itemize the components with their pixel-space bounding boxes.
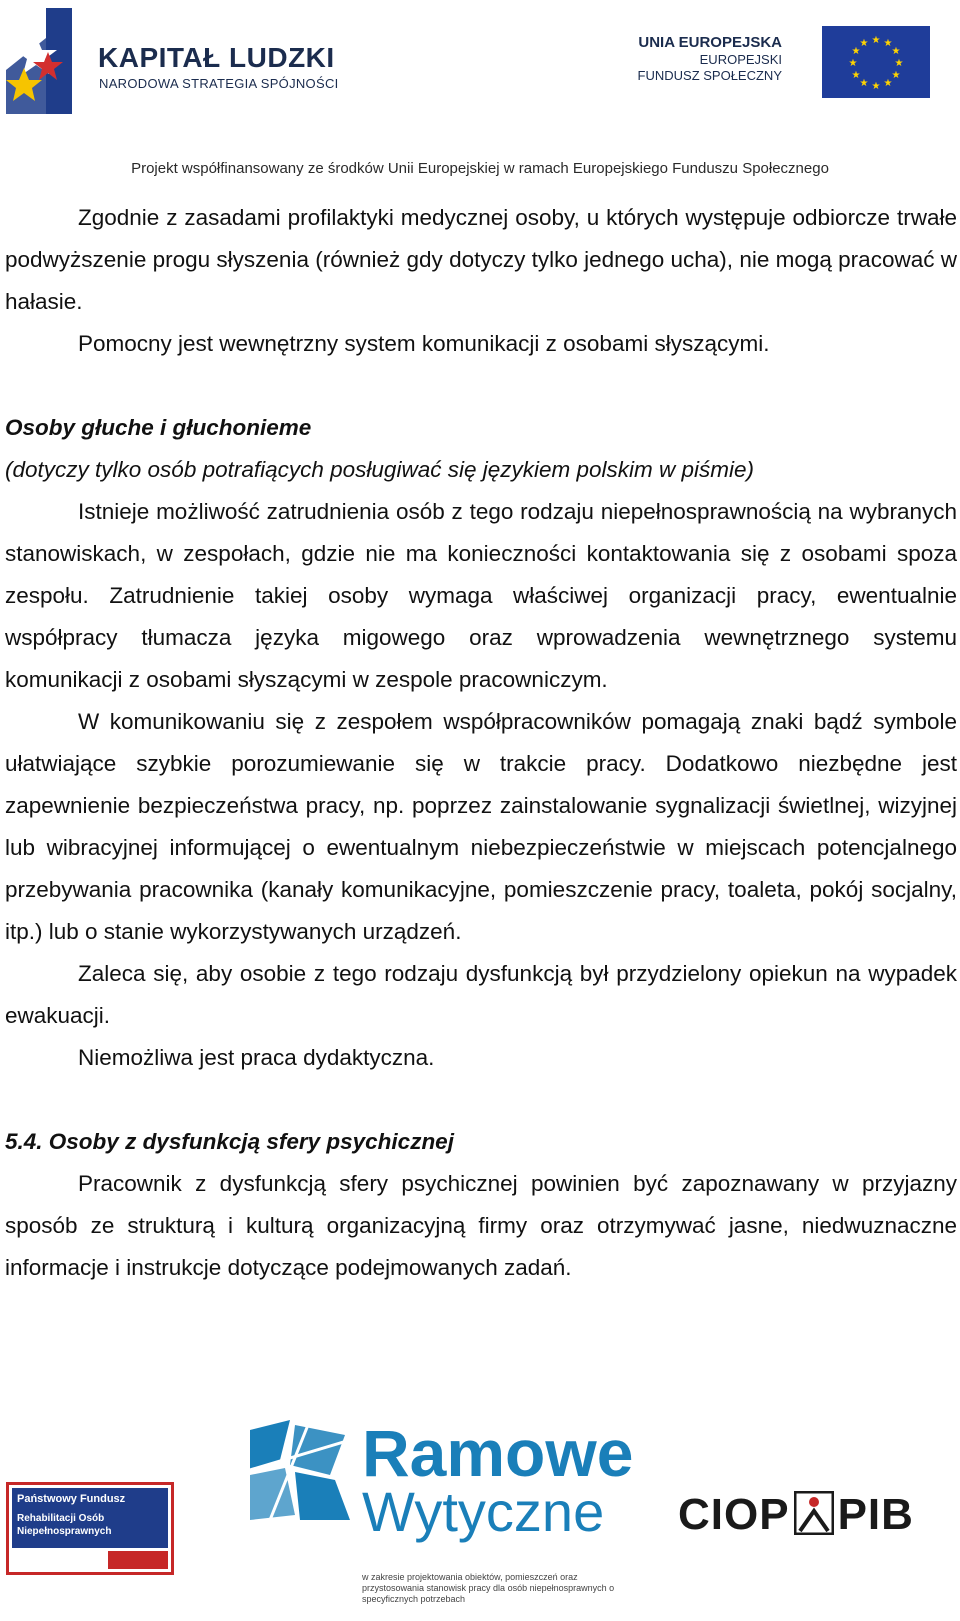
paragraph-psychic-worker: Pracownik z dysfunkcją sfery psychicznej powinien być zapoznawany w przyjazny sposób ze strukturą i kulturą organizacyjną firmy oraz otrzymywać jasne, niedwuznaczne informacje i instrukcje dotyczące podejmowanych zadań. <box>5 1171 957 1280</box>
paragraph-communication-signs: W komunikowaniu się z zespołem współpracowników pomagają znaki bądź symbole ułatwiające szybkie porozumiewanie się w trakcie pracy. Dodatkowo niezbędne jest zapewnienie bezpieczeństwa pracy, np. poprzez zainstalowanie sygnalizacji świetlnej, wizyjnej lub wibracyjnej informującej o ewentualnym niebezpieczeństwie w miejscach potencjalnego przebywania pracownika (kanały komunikacyjne, pomieszczenie pracy, toaleta, pokój socjalny, itp.) lub o stanie wykorzystywanych urządzeń. <box>5 709 957 944</box>
section-heading-deaf: Osoby głuche i głuchonieme <box>5 415 312 440</box>
svg-text:★: ★ <box>859 38 869 49</box>
project-cofinancing-line: Projekt współfinansowany ze środków Unii Europejskiej w ramach Europejskiego Funduszu Społecznego <box>131 160 829 177</box>
eu-social-fund-label: FUNDUSZ SPOŁECZNY <box>637 68 782 83</box>
paragraph-employment-deaf: Istnieje możliwość zatrudnienia osób z tego rodzaju niepełnosprawnością na wybranych stanowiskach, w zespołach, gdzie nie ma konieczności kontaktowania się z osobami spoza zespołu. Zatrudnienie takiej osoby wymaga właściwej organizacji pracy, ewentualnie współpracy tłumacza języka migowego oraz wprowadzenia wewnętrznego systemu komunikacji z osobami słyszącymi w zespole pracowniczym. <box>5 499 957 692</box>
svg-text:★: ★ <box>871 81 881 92</box>
svg-text:★: ★ <box>851 46 861 57</box>
kapital-ludzki-subtitle: NARODOWA STRATEGIA SPÓJNOŚCI <box>99 76 339 91</box>
section-heading-psychic <box>5 1121 957 1163</box>
pfron-line1: Państwowy Fundusz <box>17 1493 126 1505</box>
ciop-label: CIOP <box>678 1490 790 1539</box>
eu-european-label: EUROPEJSKI <box>699 52 782 67</box>
spacer <box>5 1079 957 1121</box>
pfron-line3: Niepełnosprawnych <box>17 1526 112 1537</box>
svg-text:★: ★ <box>851 70 861 81</box>
svg-text:★: ★ <box>883 38 893 49</box>
kapital-ludzki-title: KAPITAŁ LUDZKI <box>98 42 335 73</box>
section-title: Osoby z dysfunkcją sfery psychicznej <box>48 1129 454 1154</box>
svg-text:★: ★ <box>883 78 893 89</box>
wytyczne-title: Wytyczne <box>362 1480 605 1543</box>
paragraph-teaching: Niemożliwa jest praca dydaktyczna. <box>78 1045 435 1070</box>
paragraph-communication-system: Pomocny jest wewnętrzny system komunikacji z osobami słyszącymi. <box>78 331 770 356</box>
svg-text:★: ★ <box>891 46 901 57</box>
document-body <box>5 197 957 1289</box>
svg-text:★: ★ <box>871 35 881 46</box>
eu-union-label: UNIA EUROPEJSKA <box>638 34 782 51</box>
ramowe-wytyczne-subtitle: w zakresie projektowania obiektów, pomieszczeń oraz przystosowania stanowisk pracy dla osób niepełnosprawnych o specyficznych potrzebach <box>362 1572 615 1604</box>
pib-label: PIB <box>837 1490 914 1539</box>
paragraph-hearing-profilaxis: Zgodnie z zasadami profilaktyki medycznej osoby, u których występuje odbiorcze trwałe podwyższenie progu słyszenia (również gdy dotyczy tylko jednego ucha), nie mogą pracować w hałasie. <box>5 205 957 314</box>
spacer <box>5 365 957 407</box>
section-note-deaf: (dotyczy tylko osób potrafiących posługiwać się językiem polskim w piśmie) <box>5 457 755 482</box>
kapital-ludzki-logo-icon <box>6 8 72 114</box>
ramowe-title: Ramowe <box>362 1416 634 1490</box>
svg-text:★: ★ <box>891 70 901 81</box>
eu-fund-label <box>638 34 782 84</box>
pfron-red-stripe <box>108 1551 168 1569</box>
ramowe-wytyczne-graphic-icon <box>250 1420 350 1520</box>
pfron-logo <box>6 1482 174 1575</box>
svg-text:★: ★ <box>894 58 904 69</box>
page-header <box>0 0 960 190</box>
eu-flag-icon <box>822 26 930 98</box>
svg-text:★: ★ <box>859 78 869 89</box>
pfron-line2: Rehabilitacji Osób <box>17 1513 105 1524</box>
ciop-figure-icon <box>794 1491 834 1535</box>
section-number: 5.4. <box>5 1129 43 1154</box>
paragraph-evacuation: Zaleca się, aby osobie z tego rodzaju dysfunkcją był przydzielony opiekun na wypadek ewakuacji. <box>5 961 957 1028</box>
svg-text:★: ★ <box>848 58 858 69</box>
ciop-pib-logo <box>678 1490 914 1540</box>
